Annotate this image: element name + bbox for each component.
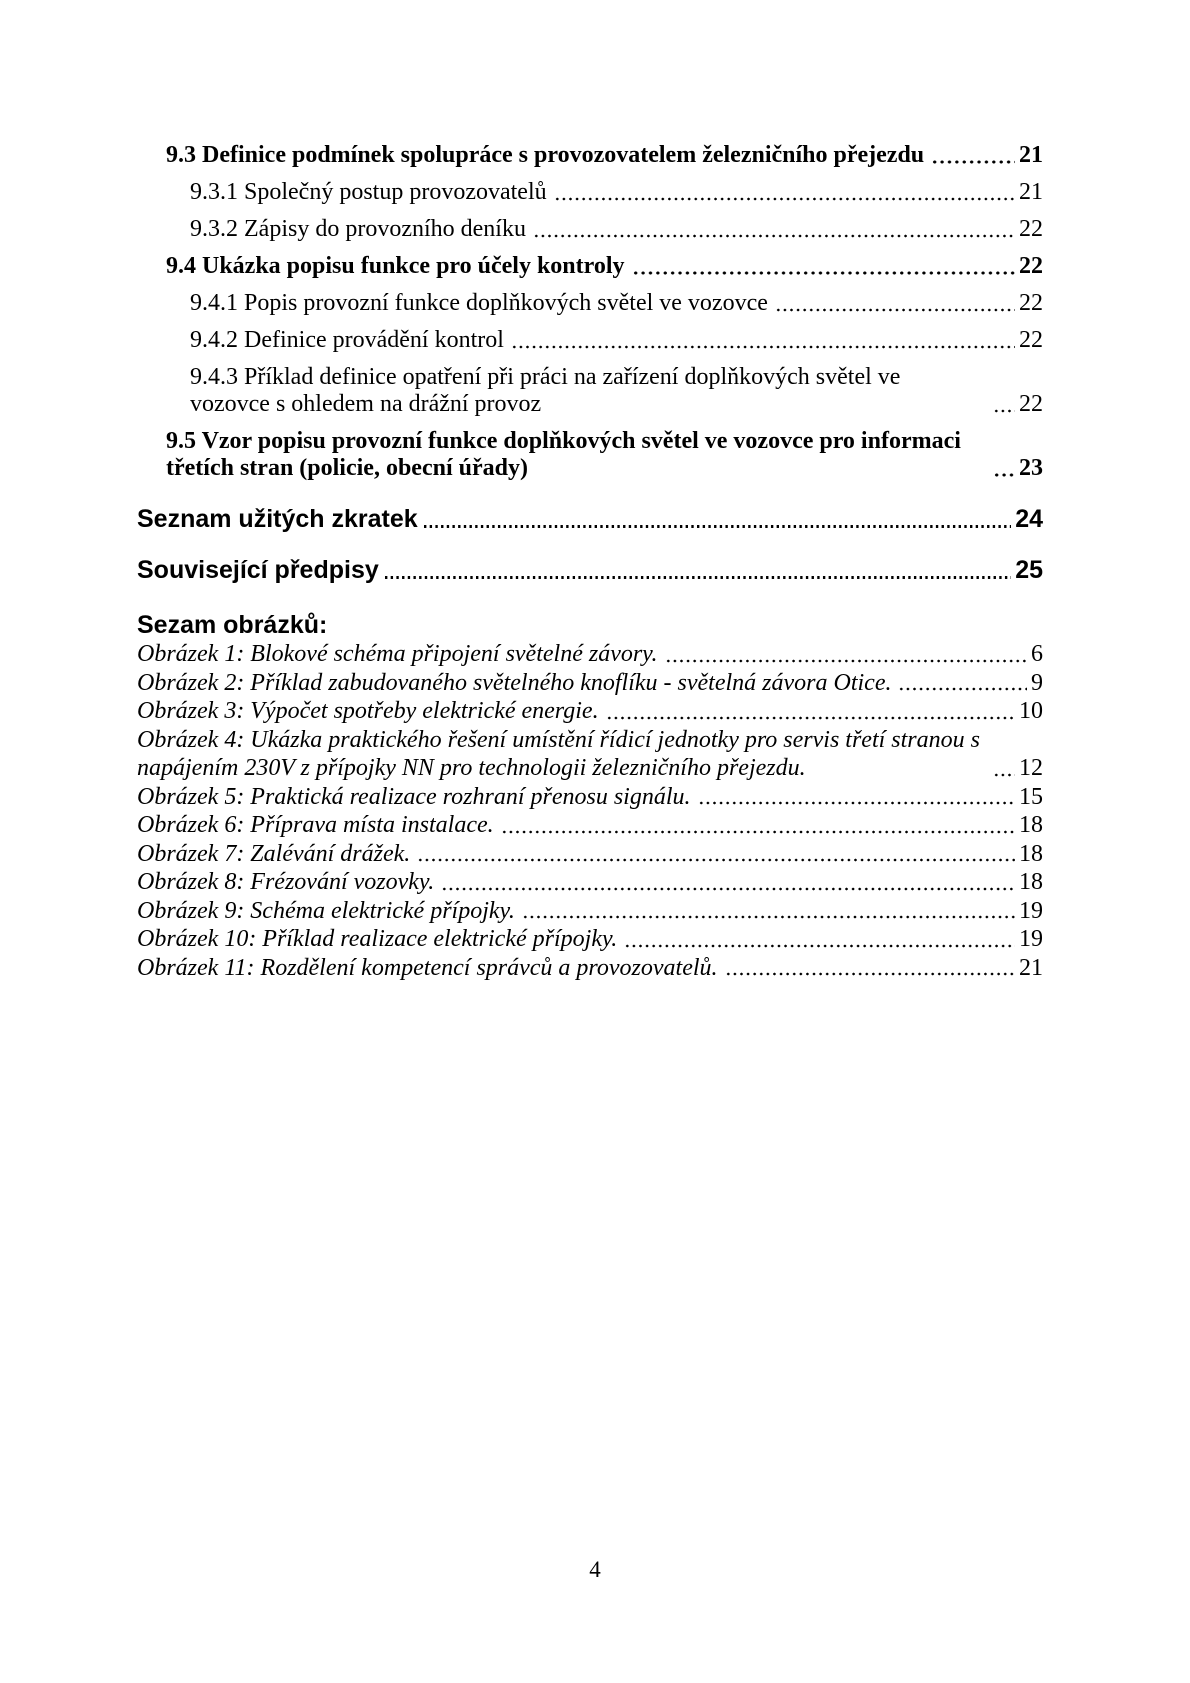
figure-entry-page: 18 [1019,869,1043,895]
chapter-entry-text: Seznam užitých zkratek [137,505,418,533]
figure-entry-text: Obrázek 3: Výpočet spotřeby elektrické energie. [137,698,599,724]
dot-leader [632,253,1015,280]
toc-entry [190,216,1043,243]
dot-leader [931,142,1015,169]
figure-entry-page: 15 [1019,783,1043,810]
figure-entry [137,726,1043,783]
toc-entry [190,364,1043,418]
figure-entry-text: Obrázek 4: Ukázka praktického řešení umístění řídicí jednotky pro servis třetí stranou s napájením 230V z přípojky NN pro technologii železničního přejezdu. [137,726,980,781]
figures-list-heading: Sezam obrázků: [137,611,328,639]
dot-leader [417,840,1015,869]
chapter-entry-page: 25 [1015,556,1043,584]
page-footer [0,1556,1190,1583]
figure-entry-text: Obrázek 1: Blokové schéma připojení světelné závory. [137,641,658,667]
figure-entry [137,925,1043,954]
toc-entry-text: 9.3.2 Zápisy do provozního deníku [190,216,526,242]
figure-entry-text: Obrázek 9: Schéma elektrické přípojky. [137,897,515,924]
toc-entry-page: 22 [1019,216,1043,242]
chapter-entry [137,557,1043,584]
dot-leader [624,925,1015,954]
toc-entry-text: 9.4.3 Příklad definice opatření při práci na zařízení doplňkových světel ve vozovce s ohledem na drážní provoz [190,364,901,417]
toc-entry [166,142,1043,169]
figure-entry-page: 6 [1031,641,1043,667]
toc-entry [166,428,1043,482]
dot-leader [698,783,1016,812]
figure-entry [137,840,1043,869]
figure-entry-text: Obrázek 6: Příprava místa instalace. [137,812,494,838]
toc-entry-text: 9.3 Definice podmínek spolupráce s provozovatelem železničního přejezdu [166,142,925,168]
dot-leader [424,506,1012,533]
chapter-entry-text: Související předpisy [137,556,379,584]
toc-entry-page: 22 [1019,253,1043,279]
toc-entry [190,327,1043,354]
toc-entry-text: 9.3.1 Společný postup provozovatelů [190,179,547,205]
figure-entry-list [137,640,1043,982]
chapter-entry-page: 24 [1015,505,1043,533]
dot-leader [993,455,1015,482]
dot-leader [606,697,1015,726]
table-of-contents [137,142,1043,982]
dot-leader [533,216,1015,243]
toc-entry-page: 23 [1019,455,1043,481]
figure-entry-page: 18 [1019,840,1043,867]
toc-entry-page: 21 [1019,142,1043,168]
toc-entry-page: 21 [1019,179,1043,205]
toc-entry-page: 22 [1019,327,1043,353]
figure-entry [137,868,1043,897]
figure-entry [137,783,1043,812]
chapter-entry [137,506,1043,533]
toc-entry-text: 9.5 Vzor popisu provozní funkce doplňkových světel ve vozovce pro informaci třetích stran (policie, obecní úřady) [166,428,961,481]
chapter-entry-list [137,506,1043,584]
toc-entry-list [137,142,1043,482]
toc-entry [190,290,1043,317]
dot-leader [554,179,1015,206]
figure-entry-text: Obrázek 2: Příklad zabudovaného světelného knoflíku - světelná závora Otice. [137,669,892,696]
dot-leader [522,897,1015,926]
toc-entry-page: 22 [1019,290,1043,316]
figure-entry [137,954,1043,983]
dot-leader [725,954,1015,983]
dot-leader [665,640,1027,669]
footer-page-number: 4 [589,1557,601,1582]
figure-entry [137,669,1043,698]
figure-entry [137,697,1043,726]
toc-entry [166,253,1043,280]
dot-leader [385,557,1011,584]
toc-entry-page: 22 [1019,391,1043,417]
figure-entry-text: Obrázek 8: Frézování vozovky. [137,869,435,895]
dot-leader [898,669,1027,698]
figure-entry [137,640,1043,669]
dot-leader [511,327,1015,354]
figure-entry-page: 19 [1019,897,1043,924]
toc-entry [190,179,1043,206]
dot-leader [501,811,1015,840]
dot-leader [441,868,1015,897]
figure-entry-page: 19 [1019,926,1043,952]
figure-entry [137,811,1043,840]
figure-entry-text: Obrázek 10: Příklad realizace elektrické přípojky. [137,926,618,952]
dot-leader [993,754,1015,783]
figure-entry-text: Obrázek 5: Praktická realizace rozhraní přenosu signálu. [137,783,691,810]
figure-entry [137,897,1043,926]
toc-entry-text: 9.4 Ukázka popisu funkce pro účely kontroly [166,253,625,279]
figure-entry-page: 18 [1019,812,1043,838]
figure-entry-page: 9 [1031,669,1043,696]
toc-entry-text: 9.4.2 Definice provádění kontrol [190,327,504,353]
dot-leader [775,290,1015,317]
toc-entry-text: 9.4.1 Popis provozní funkce doplňkových světel ve vozovce [190,290,768,316]
figure-entry-page: 12 [1019,755,1043,781]
figure-entry-text: Obrázek 7: Zalévání drážek. [137,840,411,867]
figure-entry-page: 21 [1019,954,1043,981]
figure-entry-page: 10 [1019,698,1043,724]
dot-leader [993,391,1015,418]
figure-entry-text: Obrázek 11: Rozdělení kompetencí správců a provozovatelů. [137,954,718,981]
